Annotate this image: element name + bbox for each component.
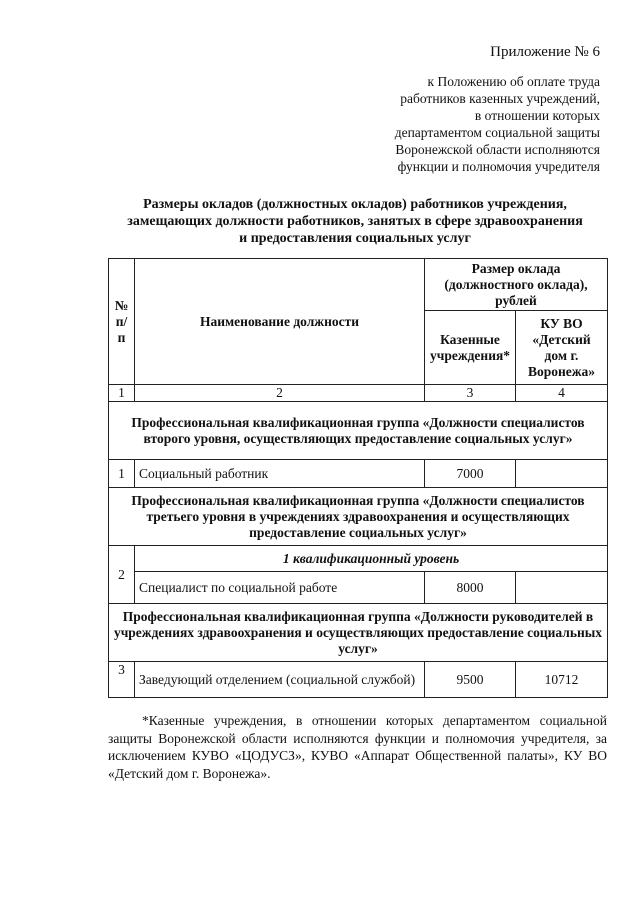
group-title: Профессиональная квалификационная группа «Должности руководителей в учреждениях здравоохранения и осуществляющих предоставление социальных услуг» xyxy=(109,604,608,662)
header-position-name: Наименование должности xyxy=(135,259,425,385)
position-name: Социальный работник xyxy=(135,460,425,488)
row-number: 3 xyxy=(109,662,135,698)
header-ku-vo: КУ ВО «Детский дом г. Воронежа» xyxy=(516,311,608,385)
column-number: 3 xyxy=(425,385,516,402)
salary-ku-vo: 10712 xyxy=(516,662,608,698)
row-number: 1 xyxy=(109,460,135,488)
footnote-text: *Казенные учреждения, в отношении которых департаментом социальной защиты Воронежской области исполняются функции и полномочия учредителя, за исключением КУВО «ЦОДУСЗ», КУВО «Аппарат Общественной палаты», КУ ВО «Детский дом г. Воронежа». xyxy=(108,713,607,781)
title-line: и предоставления социальных услуг xyxy=(239,231,471,246)
appendix-line: Воронежской области исполняются xyxy=(395,142,600,157)
column-number: 4 xyxy=(516,385,608,402)
salary-ku-vo xyxy=(516,572,608,604)
row-number: 2 xyxy=(109,546,135,604)
header-kazennye: Казенные учреждения* xyxy=(425,311,516,385)
column-number: 2 xyxy=(135,385,425,402)
title-line: Размеры окладов (должностных окладов) работников учреждения, xyxy=(143,197,567,212)
salary-kazennye: 7000 xyxy=(425,460,516,488)
appendix-number: Приложение № 6 xyxy=(490,44,600,60)
salary-kazennye: 8000 xyxy=(425,572,516,604)
appendix-line: в отношении которых xyxy=(474,108,600,123)
header-salary-size: Размер оклада (должностного оклада), рублей xyxy=(425,259,608,311)
group-title: Профессиональная квалификационная группа «Должности специалистов второго уровня, осуществляющих предоставление социальных услуг» xyxy=(109,402,608,460)
group-title: Профессиональная квалификационная группа «Должности специалистов третьего уровня в учреждениях здравоохранения и осуществляющих предоставление социальных услуг» xyxy=(109,488,608,546)
salary-kazennye: 9500 xyxy=(425,662,516,698)
salary-table xyxy=(108,258,608,698)
title-line: замещающих должности работников, занятых в сфере здравоохранения xyxy=(127,214,583,229)
qualification-level: 1 квалификационный уровень xyxy=(135,546,608,572)
appendix-line: к Положению об оплате труда xyxy=(427,74,600,89)
appendix-header xyxy=(300,44,600,175)
document-title xyxy=(100,196,610,247)
appendix-line: департаментом социальной защиты xyxy=(394,125,600,140)
header-number: № п/п xyxy=(109,259,135,385)
footnote xyxy=(108,712,607,782)
appendix-line: функции и полномочия учредителя xyxy=(397,159,600,174)
position-name: Заведующий отделением (социальной службой) xyxy=(135,662,425,698)
appendix-line: работников казенных учреждений, xyxy=(400,91,600,106)
position-name: Специалист по социальной работе xyxy=(135,572,425,604)
column-number: 1 xyxy=(109,385,135,402)
salary-ku-vo xyxy=(516,460,608,488)
